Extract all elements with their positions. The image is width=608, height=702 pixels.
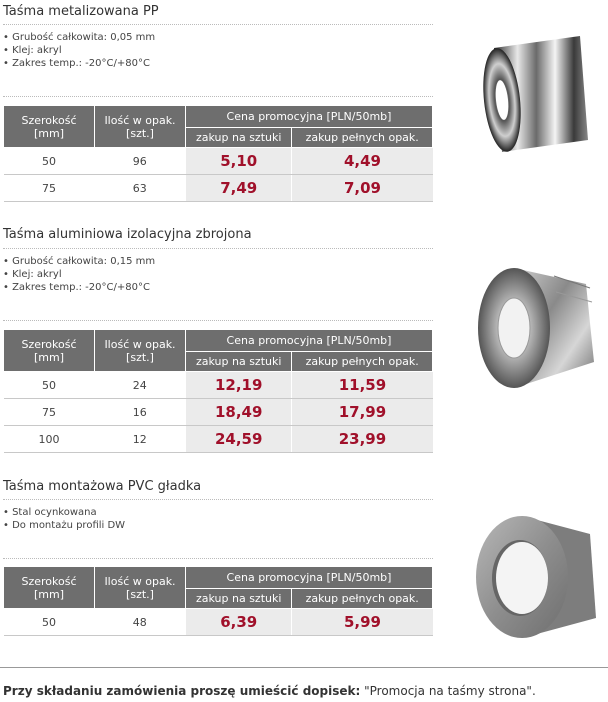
- table-row: [4, 175, 433, 202]
- header-width: Szerokość [mm]: [4, 106, 95, 148]
- price-table-metalized: [3, 105, 433, 202]
- cell-price-single: 6,39: [186, 609, 292, 636]
- product-specs: [3, 255, 155, 294]
- price-table-pvc: [3, 566, 433, 636]
- spec-item: • Grubość całkowita: 0,05 mm: [3, 32, 156, 43]
- header-full: zakup pełnych opak.: [292, 128, 433, 148]
- cell-price-full: 5,99: [292, 609, 433, 636]
- order-note: [3, 684, 536, 698]
- product-title-aluminium: Taśma aluminiowa izolacyjna zbrojona: [3, 227, 252, 242]
- cell-price-single: 12,19: [186, 372, 292, 399]
- product-image-metalized-tape: [472, 28, 602, 158]
- header-qty: Ilość w opak. [szt.]: [95, 567, 186, 609]
- cell-price-full: 11,59: [292, 372, 433, 399]
- product-specs: [3, 506, 125, 532]
- cell-width: 75: [4, 175, 95, 202]
- table-row: [4, 372, 433, 399]
- header-single: zakup na sztuki: [186, 128, 292, 148]
- header-qty: Ilość w opak. [szt.]: [95, 106, 186, 148]
- cell-price-full: 23,99: [292, 426, 433, 453]
- divider: [3, 96, 433, 97]
- price-table-aluminium: [3, 329, 433, 453]
- spec-item: • Grubość całkowita: 0,15 mm: [3, 256, 156, 267]
- cell-price-single: 7,49: [186, 175, 292, 202]
- divider: [3, 558, 433, 559]
- product-specs: [3, 31, 155, 70]
- divider: [3, 499, 433, 500]
- order-note-quote: "Promocja na taśmy strona".: [364, 684, 536, 698]
- product-title-metalized: Taśma metalizowana PP: [3, 4, 159, 19]
- spec-item: • Klej: akryl: [3, 269, 62, 280]
- cell-width: 100: [4, 426, 95, 453]
- header-width: Szerokość [mm]: [4, 567, 95, 609]
- cell-qty: 24: [95, 372, 186, 399]
- table-row: [4, 399, 433, 426]
- cell-price-full: 7,09: [292, 175, 433, 202]
- cell-qty: 63: [95, 175, 186, 202]
- table-row: [4, 609, 433, 636]
- spec-item: • Klej: akryl: [3, 45, 62, 56]
- spec-item: • Zakres temp.: -20°C/+80°C: [3, 282, 150, 293]
- footer-divider: [0, 667, 608, 668]
- cell-width: 75: [4, 399, 95, 426]
- header-single: zakup na sztuki: [186, 352, 292, 372]
- cell-qty: 96: [95, 148, 186, 175]
- cell-width: 50: [4, 609, 95, 636]
- cell-width: 50: [4, 372, 95, 399]
- header-promo: Cena promocyjna [PLN/50mb]: [186, 567, 433, 589]
- product-image-aluminium-tape: [474, 262, 602, 392]
- cell-width: 50: [4, 148, 95, 175]
- spec-item: • Stal ocynkowana: [3, 507, 97, 518]
- header-promo: Cena promocyjna [PLN/50mb]: [186, 106, 433, 128]
- divider: [3, 320, 433, 321]
- table-row: [4, 426, 433, 453]
- cell-price-single: 5,10: [186, 148, 292, 175]
- header-promo: Cena promocyjna [PLN/50mb]: [186, 330, 433, 352]
- divider: [3, 24, 433, 25]
- header-qty: Ilość w opak. [szt.]: [95, 330, 186, 372]
- header-single: zakup na sztuki: [186, 589, 292, 609]
- cell-price-single: 24,59: [186, 426, 292, 453]
- table-row: [4, 148, 433, 175]
- header-full: zakup pełnych opak.: [292, 589, 433, 609]
- header-full: zakup pełnych opak.: [292, 352, 433, 372]
- spec-item: • Zakres temp.: -20°C/+80°C: [3, 58, 150, 69]
- spec-item: • Do montażu profili DW: [3, 520, 126, 531]
- cell-qty: 16: [95, 399, 186, 426]
- cell-qty: 48: [95, 609, 186, 636]
- cell-price-single: 18,49: [186, 399, 292, 426]
- header-width: Szerokość [mm]: [4, 330, 95, 372]
- cell-qty: 12: [95, 426, 186, 453]
- order-note-label: Przy składaniu zamówienia proszę umieścić dopisek:: [3, 684, 361, 698]
- product-title-pvc: Taśma montażowa PVC gładka: [3, 479, 202, 494]
- product-image-pvc-tape: [472, 512, 602, 642]
- cell-price-full: 17,99: [292, 399, 433, 426]
- divider: [3, 248, 433, 249]
- cell-price-full: 4,49: [292, 148, 433, 175]
